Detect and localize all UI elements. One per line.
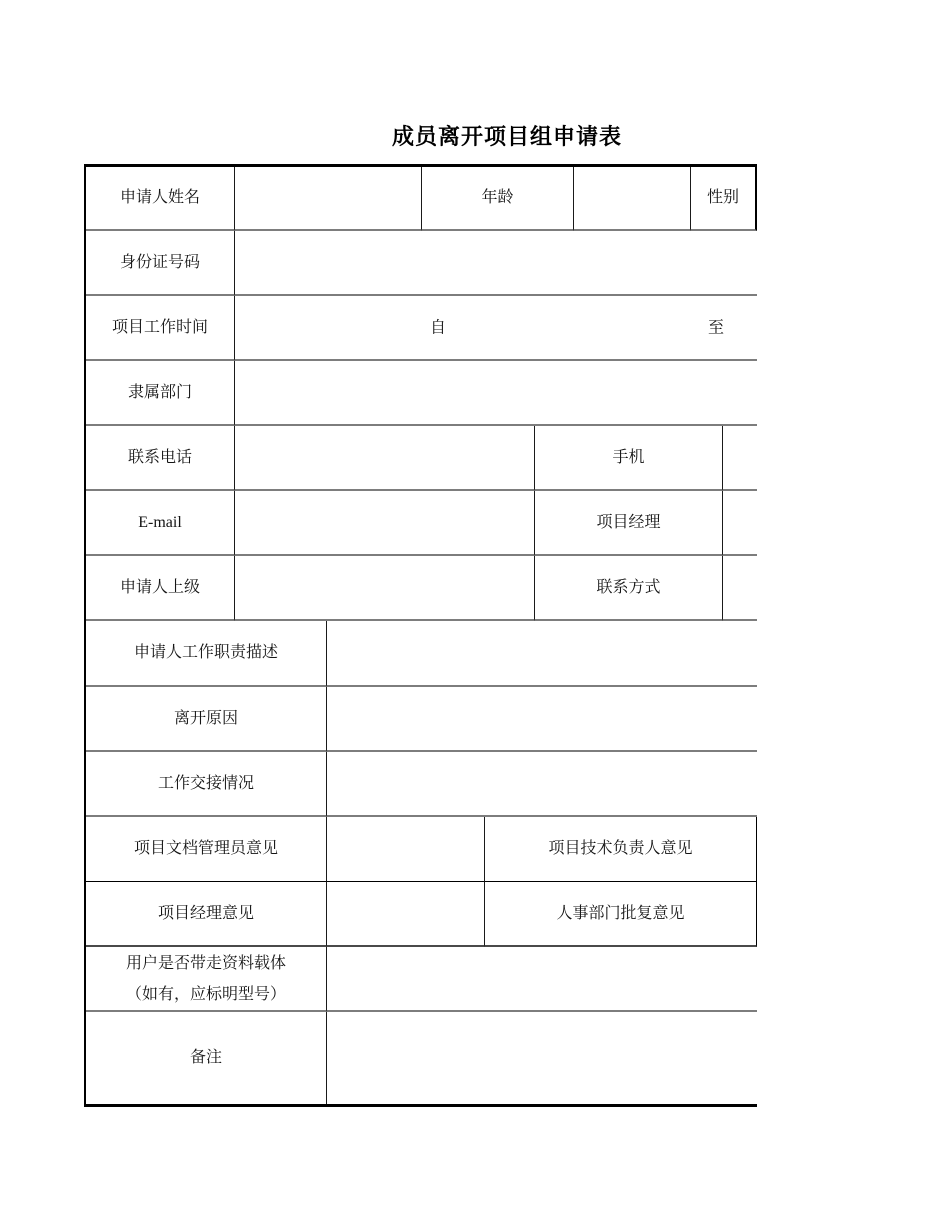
label-mobile: 手机 (535, 426, 723, 491)
label-leave-reason: 离开原因 (86, 687, 327, 752)
work-period-from-label: 自 (430, 318, 447, 336)
field-department[interactable] (235, 361, 757, 426)
label-department: 隶属部门 (86, 361, 235, 426)
label-data-carrier-line2: （如有，应标明型号） (125, 985, 286, 1003)
label-applicant-superior: 申请人上级 (86, 556, 235, 621)
label-data-carrier (86, 947, 327, 1012)
field-mobile[interactable] (723, 426, 757, 491)
field-project-work-period[interactable] (235, 296, 757, 361)
field-age[interactable] (574, 167, 691, 231)
label-pm-opinion: 项目经理意见 (86, 882, 327, 947)
field-applicant-name[interactable] (235, 167, 422, 231)
field-data-carrier[interactable] (327, 947, 757, 1012)
field-email[interactable] (235, 491, 535, 556)
field-id-number[interactable] (235, 231, 757, 296)
label-project-work-period: 项目工作时间 (86, 296, 235, 361)
label-gender: 性别 (691, 167, 757, 231)
label-applicant-name: 申请人姓名 (86, 167, 235, 231)
field-doc-manager-opinion[interactable] (327, 817, 485, 882)
field-pm-opinion[interactable] (327, 882, 485, 947)
field-project-manager[interactable] (723, 491, 757, 556)
label-job-description: 申请人工作职责描述 (86, 621, 327, 687)
field-contact-method[interactable] (723, 556, 757, 621)
label-email: E-mail (86, 491, 235, 556)
label-contact-phone: 联系电话 (86, 426, 235, 491)
label-hr-opinion: 人事部门批复意见 (485, 882, 757, 947)
label-tech-leader-opinion: 项目技术负责人意见 (485, 817, 757, 882)
field-leave-reason[interactable] (327, 687, 757, 752)
field-remarks[interactable] (327, 1012, 757, 1104)
application-form-table (84, 164, 757, 1107)
label-project-manager: 项目经理 (535, 491, 723, 556)
field-job-description[interactable] (327, 621, 757, 687)
field-applicant-superior[interactable] (235, 556, 535, 621)
label-doc-manager-opinion: 项目文档管理员意见 (86, 817, 327, 882)
label-data-carrier-line1: 用户是否带走资料载体 (125, 954, 286, 972)
label-contact-method: 联系方式 (535, 556, 723, 621)
label-remarks: 备注 (86, 1012, 327, 1104)
form-title: 成员离开项目组申请表 (391, 124, 622, 149)
label-age: 年龄 (422, 167, 574, 231)
field-work-handover[interactable] (327, 752, 757, 817)
field-contact-phone[interactable] (235, 426, 535, 491)
label-work-handover: 工作交接情况 (86, 752, 327, 817)
label-id-number: 身份证号码 (86, 231, 235, 296)
work-period-to-label: 至 (708, 318, 725, 336)
